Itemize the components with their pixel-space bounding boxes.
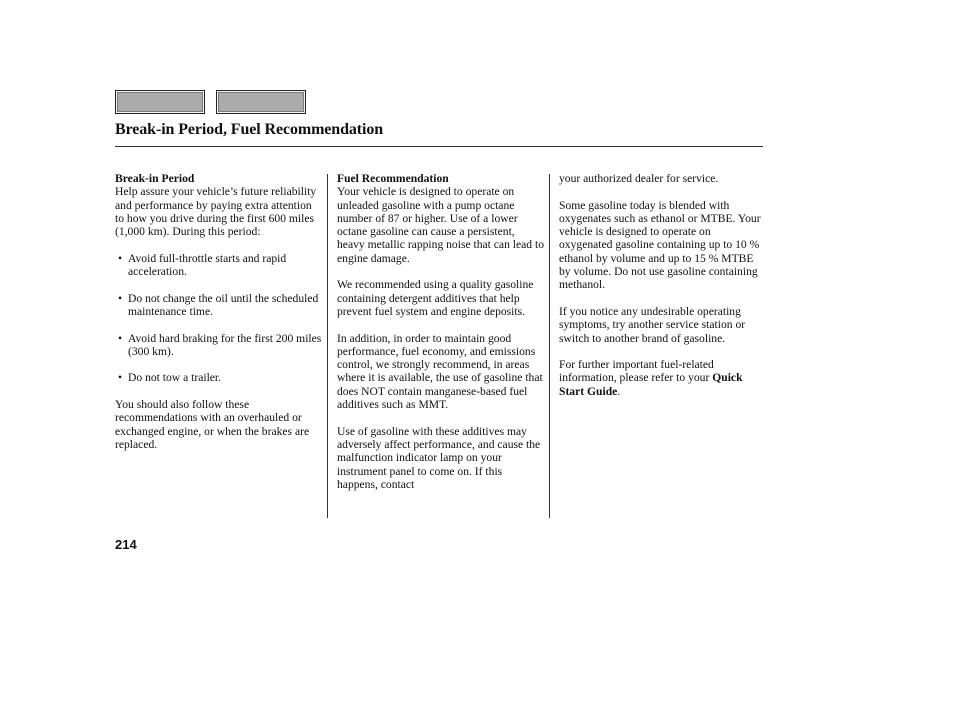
break-in-closing: You should also follow these recommendations with an overhauled or exchanged engine, or when the brakes are replaced. — [115, 398, 310, 451]
fuel-final-paragraph — [559, 358, 764, 398]
bullet-item: • Do not change the oil until the scheduled maintenance time. — [115, 292, 323, 319]
bullet-item: • Avoid full-throttle starts and rapid acceleration. — [115, 252, 323, 279]
fuel-paragraph: If you notice any undesirable operating symptoms, try another service station or switch to another brand of gasoline. — [559, 304, 746, 345]
previous-page-button[interactable] — [115, 90, 205, 114]
fuel-paragraph: your authorized dealer for service. — [559, 172, 719, 185]
fuel-paragraph: Some gasoline today is blended with oxygenates such as ethanol or MTBE. Your vehicle is designed to operate on oxygenated gasoline containing up to 10 % ethanol by volume and up to 15 % MTBE by volume. Do not use gasoline containing methanol. — [559, 198, 761, 292]
final-text-prefix: For further important fuel-related information, please refer to your — [559, 358, 714, 385]
bullet-item: • Avoid hard braking for the first 200 miles (300 km). — [115, 332, 323, 359]
break-in-bullet-list — [115, 252, 323, 385]
bullet-item: • Do not tow a trailer. — [115, 371, 323, 384]
final-text-suffix: . — [617, 384, 621, 398]
fuel-paragraph: Your vehicle is designed to operate on unleaded gasoline with a pump octane number of 87 or higher. Use of a lower octane gasoline can cause a persistent, heavy metallic rapping noise that can lead to engine damage. — [337, 185, 545, 265]
column-divider — [549, 174, 550, 518]
page-title: Break-in Period, Fuel Recommendation — [115, 121, 384, 138]
next-page-button[interactable] — [216, 90, 306, 114]
fuel-paragraph: We recommended using a quality gasoline containing detergent additives that help prevent fuel system and engine deposits. — [337, 278, 534, 318]
fuel-paragraph: In addition, in order to maintain good performance, fuel economy, and emissions control, we strongly recommend, in areas where it is available, the use of gasoline that does NOT contain manganese-based fuel additives such as MMT. — [337, 331, 543, 412]
section-heading-fuel: Fuel Recommendation — [337, 172, 449, 185]
column-fuel-continued — [559, 172, 764, 398]
quick-start-guide-reference: Quick Start Guide — [559, 371, 743, 398]
title-rule — [115, 146, 763, 147]
fuel-paragraph: Use of gasoline with these additives may adversely affect performance, and cause the malfunction indicator lamp on your instrument panel to come on. If this happens, contact — [337, 424, 541, 491]
section-heading-break-in: Break-in Period — [115, 172, 195, 185]
column-fuel-recommendation — [337, 172, 544, 491]
column-divider — [327, 174, 328, 518]
column-break-in-period — [115, 172, 323, 451]
page-number: 214 — [115, 537, 137, 552]
break-in-intro: Help assure your vehicle’s future reliability and performance by paying extra attention to how you drive during the first 600 miles (1,000 km). During this period: — [115, 185, 317, 239]
